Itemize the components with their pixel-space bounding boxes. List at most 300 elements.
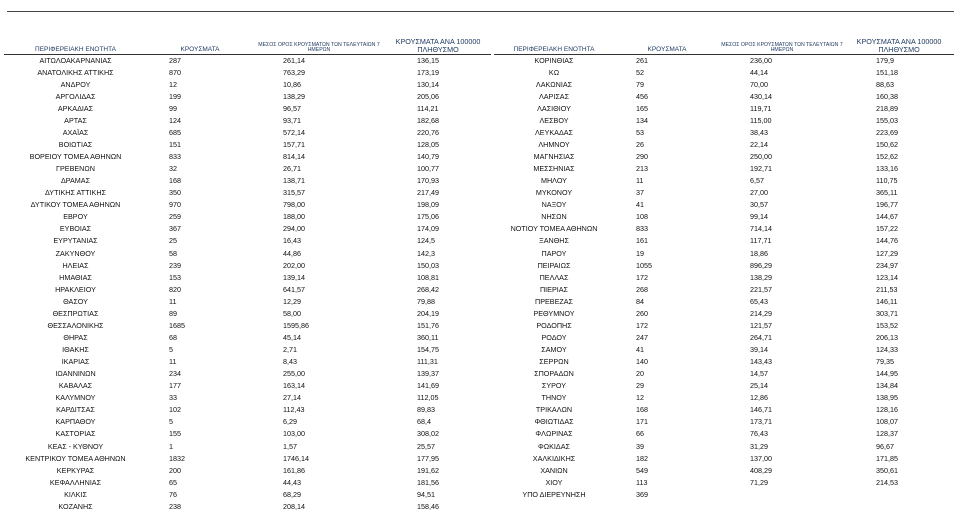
avg7-cell: 188,00 [283,212,305,222]
cases-cell: 5 [169,345,173,354]
avg7-cell: 6,57 [750,176,764,186]
cases-cell: 53 [636,127,644,137]
per100k-cell: 360,11 [417,332,439,342]
region-cell: ΑΡΤΑΣ [64,115,87,125]
per100k-cell: 150,62 [876,139,898,149]
avg7-cell: 430,14 [750,91,772,101]
avg7-cell: 1,57 [283,441,297,451]
table-row [494,67,954,79]
region-cell: ΛΕΥΚΑΔΑΣ [534,127,573,137]
per100k-cell: 124,33 [876,345,898,354]
cases-cell: 26 [636,139,644,149]
per100k-cell: 150,03 [417,260,439,270]
cases-cell: 58 [169,248,177,258]
cases-cell: 52 [636,67,644,77]
table-row [494,380,954,392]
table-row [4,441,491,453]
region-cell: ΒΟΡΕΙΟΥ ΤΟΜΕΑ ΑΘΗΝΩΝ [29,152,122,161]
avg7-cell: 173,71 [750,417,772,427]
header-region: ΠΕΡΙΦΕΡΕΙΑΚΗ ΕΝΟΤΗΤΑ [4,27,147,54]
region-cell: ΛΑΡΙΣΑΣ [538,91,570,101]
avg7-cell: 161,86 [283,465,305,475]
table-row [4,368,491,380]
per100k-cell: 142,3 [417,248,435,258]
table-row [494,392,954,404]
header-per100k: ΚΡΟΥΣΜΑΤΑ ΑΝΑ 100000 ΠΛΗΘΥΣΜΟ [844,27,954,54]
cases-cell: 820 [169,284,181,294]
per100k-cell: 152,62 [876,152,898,161]
region-cell: ΛΑΚΩΝΙΑΣ [535,79,573,89]
table-row [494,404,954,416]
right-table-body [494,54,954,501]
cases-cell: 238 [169,501,181,511]
cases-cell: 1685 [169,320,185,330]
header-row [494,27,954,54]
cases-cell: 213 [636,164,648,174]
table-row [4,223,491,235]
table-row [4,103,491,115]
header-region: ΠΕΡΙΦΕΡΕΙΑΚΗ ΕΝΟΤΗΤΑ [494,27,614,54]
region-cell: ΣΠΟΡΑΔΩΝ [534,369,574,379]
table-row [4,453,491,465]
region-cell: ΘΑΣΟΥ [63,296,88,306]
cases-cell: 456 [636,91,648,101]
table-row [4,187,491,199]
avg7-cell: 255,00 [283,369,305,379]
avg7-cell: 14,57 [750,369,768,379]
region-cell: ΘΕΣΠΡΩΤΙΑΣ [52,308,99,318]
per100k-cell: 112,05 [417,393,439,403]
region-cell: ΧΑΝΙΩΝ [540,465,568,475]
cases-cell: 172 [636,272,648,282]
avg7-cell: 192,71 [750,164,772,174]
per100k-cell: 111,31 [417,357,438,367]
avg7-cell: 236,00 [750,55,772,65]
avg7-cell: 16,43 [283,236,301,246]
avg7-cell: 119,71 [750,103,772,113]
region-cell: ΚΕΡΚΥΡΑΣ [56,465,95,475]
per100k-cell: 204,19 [417,308,439,318]
cases-cell: 177 [169,381,181,391]
avg7-cell: 408,29 [750,465,772,475]
cases-cell: 84 [636,296,644,306]
avg7-cell: 117,71 [750,236,772,246]
cases-cell: 25 [169,236,177,246]
avg7-cell: 294,00 [283,224,305,234]
cases-cell: 68 [169,332,177,342]
table-row [494,151,954,163]
cases-cell: 151 [169,139,181,149]
per100k-cell [844,489,954,501]
header-cases: ΚΡΟΥΣΜΑΤΑ [147,27,253,54]
per100k-cell: 108,81 [417,272,439,282]
region-cell: ΧΙΟΥ [545,477,563,487]
per100k-cell: 25,57 [417,441,435,451]
avg7-cell: 12,29 [283,296,301,306]
table-row [4,248,491,260]
cases-cell: 41 [636,200,644,210]
cases-cell: 65 [169,477,177,487]
cases-cell: 1832 [169,453,185,463]
avg7-cell: 121,57 [750,320,772,330]
region-cell: ΝΗΣΩΝ [541,212,567,222]
avg7-cell: 137,00 [750,453,772,463]
cases-cell: 290 [636,152,648,161]
per100k-cell: 218,89 [876,103,898,113]
table-row [494,272,954,284]
top-rule [7,11,954,12]
per100k-cell: 205,06 [417,91,439,101]
region-cell: ΦΛΩΡΙΝΑΣ [535,429,573,439]
avg7-cell: 27,14 [283,393,301,403]
avg7-cell: 138,29 [750,272,772,282]
region-cell: ΕΥΡΥΤΑΝΙΑΣ [53,236,98,246]
per100k-cell: 88,63 [876,79,894,89]
cases-cell: 350 [169,188,181,198]
per100k-cell: 123,14 [876,272,898,282]
per100k-cell: 144,67 [876,212,898,222]
avg7-cell: 22,14 [750,139,768,149]
table-row [494,103,954,115]
cases-cell: 287 [169,55,181,65]
left-table-body [4,54,491,513]
table-row [4,416,491,428]
avg7-cell: 2,71 [283,345,297,354]
region-cell: ΙΩΑΝΝΙΝΩΝ [55,369,96,379]
table-row [494,163,954,175]
region-cell: ΒΟΙΩΤΙΑΣ [58,139,93,149]
cases-cell: 200 [169,465,181,475]
region-cell: ΦΘΙΩΤΙΔΑΣ [534,417,574,427]
region-cell: ΚΙΛΚΙΣ [64,489,87,499]
cases-cell: 11 [169,357,177,367]
avg7-cell: 1595,86 [283,320,309,330]
avg7-cell: 58,00 [283,308,301,318]
region-cell: ΔΥΤΙΚΗΣ ΑΤΤΙΚΗΣ [45,188,106,198]
avg7-cell: 10,86 [283,79,301,89]
per100k-cell: 234,97 [876,260,898,270]
region-cell: ΡΟΔΟΥ [541,332,567,342]
avg7-cell: 99,14 [750,212,768,222]
avg7-cell: 896,29 [750,260,772,270]
table-row [4,320,491,332]
cases-cell: 37 [636,188,644,198]
avg7-cell: 572,14 [283,127,305,137]
avg7-cell: 18,86 [750,248,768,258]
table-row [4,332,491,344]
table-row [494,223,954,235]
region-cell: ΤΗΝΟΥ [541,393,567,403]
table-row [4,296,491,308]
cases-cell: 12 [636,393,644,403]
per100k-cell: 114,21 [417,103,439,113]
avg7-cell: 39,14 [750,345,768,354]
per100k-cell: 144,76 [876,236,898,246]
table-row [494,175,954,187]
cases-cell: 369 [636,489,648,499]
table-row [494,368,954,380]
avg7-cell: 163,14 [283,381,305,391]
avg7-cell: 31,29 [750,441,768,451]
region-cell: ΚΕΝΤΡΙΚΟΥ ΤΟΜΕΑ ΑΘΗΝΩΝ [25,453,126,463]
table-row [494,139,954,151]
per100k-cell: 191,62 [417,465,439,475]
table-row [494,416,954,428]
cases-cell: 32 [169,164,177,174]
table-row [494,248,954,260]
per100k-cell: 175,06 [417,212,439,222]
per100k-cell: 365,11 [876,188,898,198]
table-row [4,151,491,163]
cases-cell: 268 [636,284,648,294]
avg7-cell: 798,00 [283,200,305,210]
cases-cell: 124 [169,115,181,125]
per100k-cell: 96,67 [876,441,894,451]
region-cell: ΛΗΜΝΟΥ [538,139,570,149]
table-row [494,453,954,465]
per100k-cell: 177,95 [417,453,439,463]
per100k-cell: 100,77 [417,164,439,174]
region-cell: ΥΠΟ ΔΙΕΡΕΥΝΗΣΗ [522,489,586,499]
avg7-cell: 6,29 [283,417,297,427]
region-cell: ΗΛΕΙΑΣ [62,260,89,270]
avg7-cell: 202,00 [283,260,305,270]
cases-cell: 1 [169,441,173,451]
avg7-cell: 250,00 [750,152,772,161]
table-row [494,127,954,139]
cases-cell: 171 [636,417,648,427]
region-cell: ΣΕΡΡΩΝ [539,357,569,367]
per100k-cell: 211,53 [876,284,898,294]
cases-cell: 234 [169,369,181,379]
per100k-cell: 181,56 [417,477,439,487]
avg7-cell: 44,43 [283,477,301,487]
avg7-cell: 26,71 [283,164,301,174]
region-cell: ΡΟΔΟΠΗΣ [536,320,572,330]
table-row [494,260,954,272]
table-row [4,127,491,139]
avg7-cell: 12,86 [750,393,768,403]
cases-cell: 134 [636,115,648,125]
region-cell: ΔΥΤΙΚΟΥ ΤΟΜΕΑ ΑΘΗΝΩΝ [30,200,121,210]
per100k-cell: 179,9 [876,55,894,65]
table-row [494,235,954,247]
table-row [4,91,491,103]
cases-cell: 12 [169,79,177,89]
table-row [4,392,491,404]
region-cell: ΘΗΡΑΣ [63,332,88,342]
table-row [4,404,491,416]
region-cell: ΞΑΝΘΗΣ [539,236,569,246]
per100k-cell: 174,09 [417,224,439,234]
table-row [4,211,491,223]
avg7-cell: 70,00 [750,79,768,89]
per100k-cell: 158,46 [417,501,439,511]
region-cell: ΙΚΑΡΙΑΣ [61,357,90,367]
table-row [494,199,954,211]
avg7-cell: 112,43 [283,405,305,415]
table-row [494,344,954,356]
cases-cell: 5 [169,417,173,427]
header-avg7: ΜΕΣΟΣ ΟΡΟΣ ΚΡΟΥΣΜΑΤΩΝ ΤΩΝ ΤΕΛΕΥΤΑΙΩΝ 7 ΗΜΕΡΩΝ [253,27,385,54]
cases-cell: 19 [636,248,644,258]
header-per100k: ΚΡΟΥΣΜΑΤΑ ΑΝΑ 100000 ΠΛΗΘΥΣΜΟ [385,27,491,54]
per100k-cell: 157,22 [876,224,898,234]
cases-cell: 108 [636,212,648,222]
region-cell: ΣΥΡΟΥ [541,381,567,391]
per100k-cell: 151,18 [876,67,898,77]
avg7-cell: 8,43 [283,357,297,367]
cases-cell: 367 [169,224,181,234]
cases-cell: 29 [636,381,644,391]
region-cell: ΠΕΙΡΑΙΩΣ [537,260,571,270]
per100k-cell: 89,83 [417,405,435,415]
cases-cell: 76 [169,489,177,499]
per100k-cell: 217,49 [417,188,439,198]
avg7-cell: 27,00 [750,188,768,198]
per100k-cell: 124,5 [417,236,435,246]
table-row [494,187,954,199]
cases-cell: 199 [169,91,181,101]
cases-cell: 168 [636,405,648,415]
table-row [4,501,491,513]
table-row [4,284,491,296]
per100k-cell: 153,52 [876,320,898,330]
avg7-cell: 138,29 [283,91,305,101]
per100k-cell: 128,16 [876,405,898,415]
per100k-cell: 223,69 [876,127,898,137]
table-row [494,332,954,344]
region-cell: ΜΥΚΟΝΟΥ [535,188,573,198]
table-row [494,465,954,477]
cases-cell: 89 [169,308,177,318]
avg7-cell: 146,71 [750,405,772,415]
cases-cell: 168 [169,176,181,186]
avg7-cell: 25,14 [750,381,768,391]
table-row [494,284,954,296]
region-cell: ΠΕΛΛΑΣ [539,272,569,282]
avg7-cell: 221,57 [750,284,772,294]
cases-cell: 261 [636,55,648,65]
avg7-cell: 261,14 [283,55,305,65]
table-row [4,465,491,477]
per100k-cell: 206,13 [876,332,898,342]
per100k-cell: 128,37 [876,429,898,439]
cases-cell: 549 [636,465,648,475]
per100k-cell: 133,16 [876,164,898,174]
cases-cell: 113 [636,477,648,487]
table-row [4,235,491,247]
table-row [494,296,954,308]
avg7-cell: 139,14 [283,272,305,282]
cases-cell: 79 [636,79,644,89]
region-cell: ΖΑΚΥΝΘΟΥ [55,248,96,258]
region-cell: ΙΘΑΚΗΣ [62,345,89,354]
per100k-cell: 128,05 [417,139,439,149]
table-row [494,320,954,332]
table-row [494,211,954,223]
per100k-cell: 141,69 [417,381,439,391]
per100k-cell: 79,88 [417,296,435,306]
cases-cell: 33 [169,393,177,403]
per100k-cell: 108,07 [876,417,898,427]
avg7-cell: 103,00 [283,429,305,439]
per100k-cell: 136,15 [417,55,439,65]
region-cell: ΑΙΤΩΛΟΑΚΑΡΝΑΝΙΑΣ [39,55,112,65]
avg7-cell: 1746,14 [283,453,309,463]
per100k-cell: 350,61 [876,465,898,475]
cases-cell: 161 [636,236,648,246]
region-cell: ΑΡΚΑΔΙΑΣ [57,103,94,113]
region-cell: ΛΕΣΒΟΥ [539,115,569,125]
avg7-cell: 641,57 [283,284,305,294]
per100k-cell: 94,51 [417,489,435,499]
cases-cell: 685 [169,127,181,137]
region-cell: ΤΡΙΚΑΛΩΝ [535,405,573,415]
region-cell: ΔΡΑΜΑΣ [60,176,91,186]
avg7-cell: 214,29 [750,308,772,318]
cases-cell: 833 [169,152,181,161]
region-cell: ΗΡΑΚΛΕΙΟΥ [55,284,96,294]
cases-cell: 39 [636,441,644,451]
region-cell: ΚΟΡΙΝΘΙΑΣ [534,55,574,65]
per100k-cell: 110,75 [876,176,898,186]
region-cell: ΚΩ [548,67,560,77]
per100k-cell: 171,85 [876,453,898,463]
per100k-cell: 144,95 [876,369,898,379]
region-cell: ΧΑΛΚΙΔΙΚΗΣ [532,453,576,463]
per100k-cell: 268,42 [417,284,439,294]
region-cell: ΚΕΦΑΛΛΗΝΙΑΣ [49,477,102,487]
cases-cell: 172 [636,320,648,330]
per100k-cell: 146,11 [876,296,898,306]
avg7-cell: 68,29 [283,489,301,499]
avg7-cell: 315,57 [283,188,305,198]
per100k-cell: 154,75 [417,345,439,354]
region-cell: ΜΗΛΟΥ [541,176,567,186]
per100k-cell: 160,38 [876,91,898,101]
table-row [4,356,491,368]
table-row [4,272,491,284]
per100k-cell: 303,71 [876,308,898,318]
region-cell: ΚΑΡΠΑΘΟΥ [55,417,96,427]
table-row [4,380,491,392]
region-cell: ΚΑΡΔΙΤΣΑΣ [56,405,95,415]
header-cases: ΚΡΟΥΣΜΑΤΑ [614,27,720,54]
cases-cell: 239 [169,260,181,270]
avg7-cell: 71,29 [750,477,768,487]
table-row [494,91,954,103]
avg7-cell: 44,14 [750,67,768,77]
avg7-cell: 96,57 [283,103,301,113]
region-cell: ΗΜΑΘΙΑΣ [59,272,92,282]
per100k-cell: 139,37 [417,369,439,379]
per100k-cell: 173,19 [417,67,439,77]
table-row [4,344,491,356]
avg7-cell: 44,86 [283,248,301,258]
cases-cell: 247 [636,332,648,342]
table-row [4,199,491,211]
per100k-cell: 127,29 [876,248,898,258]
table-row [4,79,491,91]
cases-cell: 153 [169,272,181,282]
region-cell: ΕΥΒΟΙΑΣ [59,224,92,234]
table-row [494,477,954,489]
cases-cell: 11 [636,176,644,186]
cases-cell: 66 [636,429,644,439]
per100k-cell: 182,68 [417,115,439,125]
per100k-cell: 308,02 [417,429,439,439]
